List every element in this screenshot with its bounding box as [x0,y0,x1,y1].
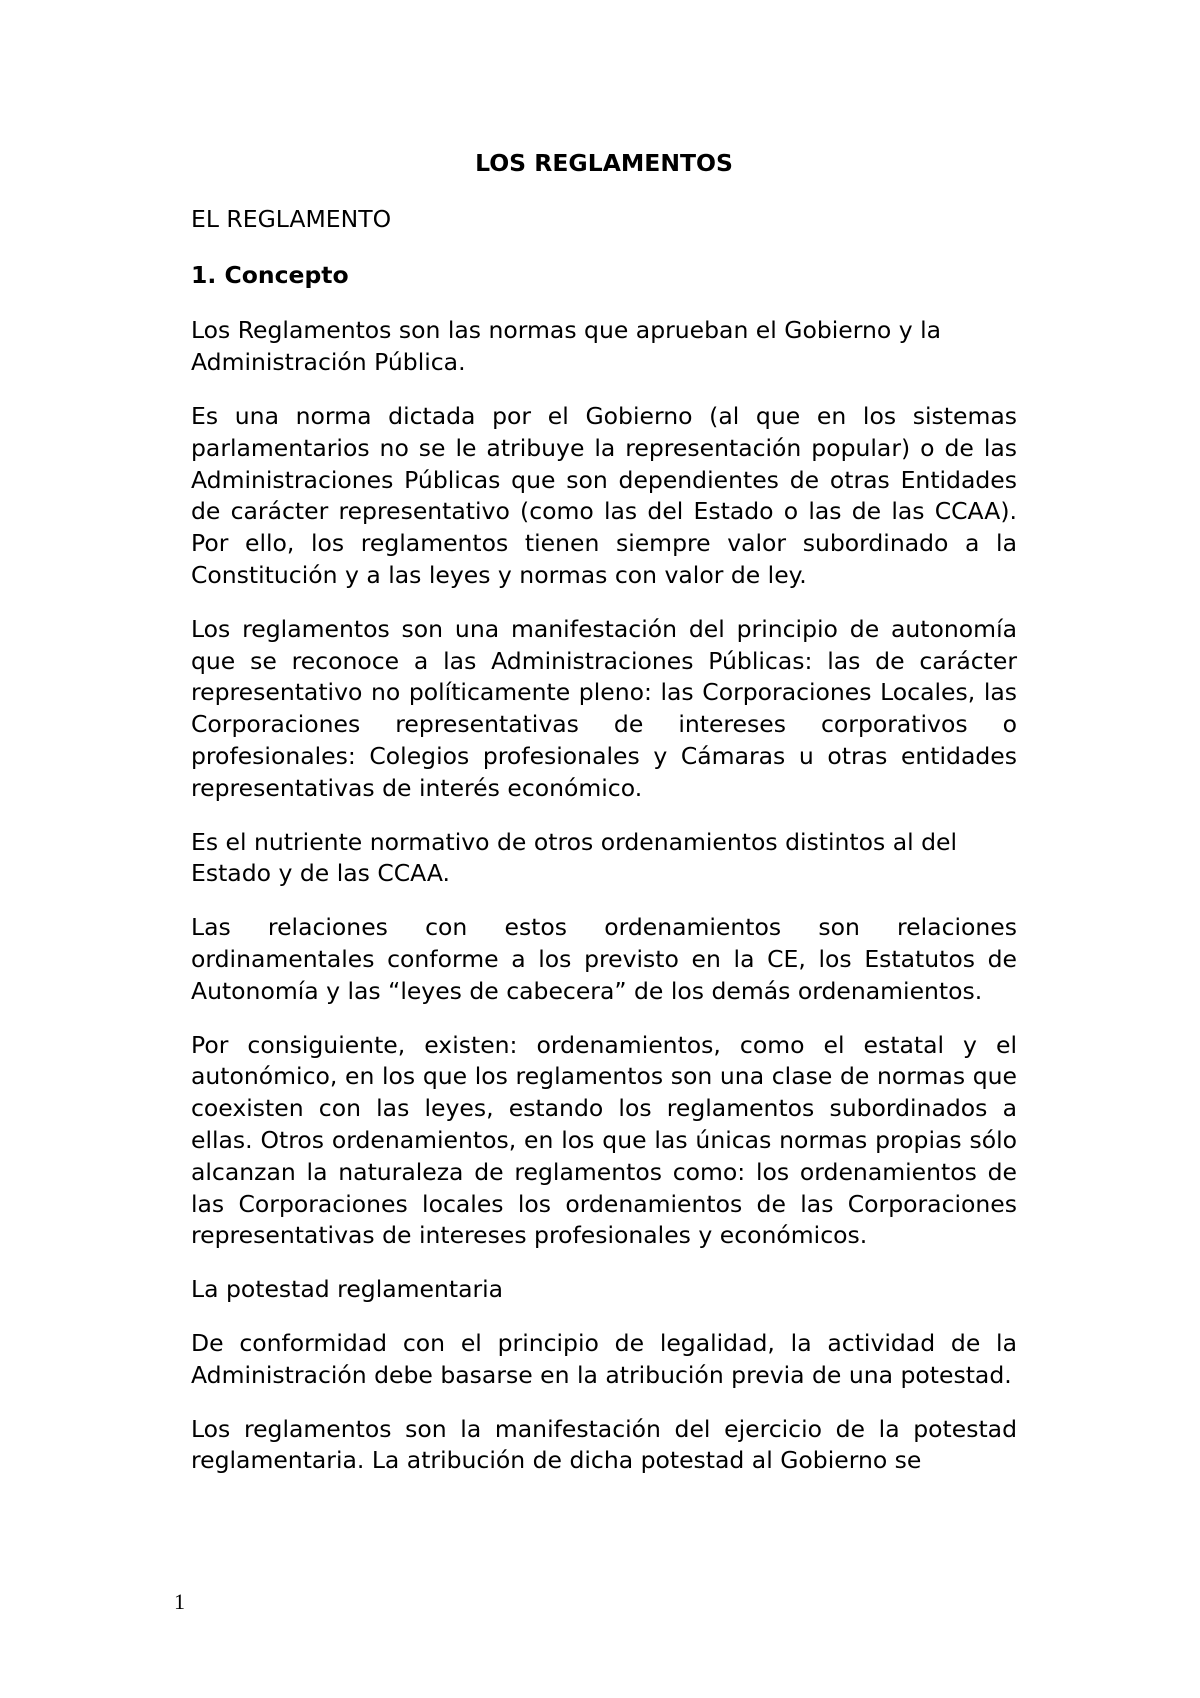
subheading-potestad-reglamentaria: La potestad reglamentaria [191,1275,504,1304]
paragraph-principio-legalidad: De conformidad con el principio de legalidad, la actividad de la Administración debe basarse en la atribución previa de una potestad. [191,1328,1017,1389]
document-subtitle: EL REGLAMENTO [191,204,392,233]
section-heading: 1. Concepto [191,260,349,289]
document-body [191,148,1017,1499]
paragraph-definition: Los Reglamentos son las normas que aprueban el Gobierno y la Administración Pública. [191,316,942,377]
paragraph-norma-dictada: Es una norma dictada por el Gobierno (al que en los sistemas parlamentarios no se le atribuye la representación popular) o de las Administraciones Públicas que son dependientes de otras Entidades de carácter representativo (como las del Estado o las de las CCAA). Por ello, los reglamentos tienen siempre valor subordinado a la Constitución y a las leyes y normas con valor de ley. [191,401,1017,589]
paragraph-ordenamientos: Por consiguiente, existen: ordenamientos, como el estatal y el autonómico, en los que los reglamentos son una clase de normas que coexisten con las leyes, estando los reglamentos subordinados a ellas. Otros ordenamientos, en los que las únicas normas propias sólo alcanzan la naturaleza de reglamentos como: los ordenamientos de las Corporaciones locales los ordenamientos de las Corporaciones representativas de intereses profesionales y económicos. [191,1030,1017,1250]
paragraph-relaciones: Las relaciones con estos ordenamientos son relaciones ordinamentales conforme a los previsto en la CE, los Estatutos de Autonomía y las “leyes de cabecera” de los demás ordenamientos. [191,913,1017,1005]
paragraph-autonomia: Los reglamentos son una manifestación del principio de autonomía que se reconoce a las Administraciones Públicas: las de carácter representativo no políticamente pleno: las Corporaciones Locales, las Corporaciones representativas de intereses corporativos o profesionales: Colegios profesionales y Cámaras u otras entidades representativas de interés económico. [191,614,1017,802]
paragraph-manifestacion-potestad: Los reglamentos son la manifestación del ejercicio de la potestad reglamentaria. La atribución de dicha potestad al Gobierno se [191,1414,1017,1475]
document-title: LOS REGLAMENTOS [475,149,733,177]
paragraph-nutriente-normativo: Es el nutriente normativo de otros ordenamientos distintos al del Estado y de las CCAA. [191,827,957,888]
page-number: 1 [174,1589,185,1614]
